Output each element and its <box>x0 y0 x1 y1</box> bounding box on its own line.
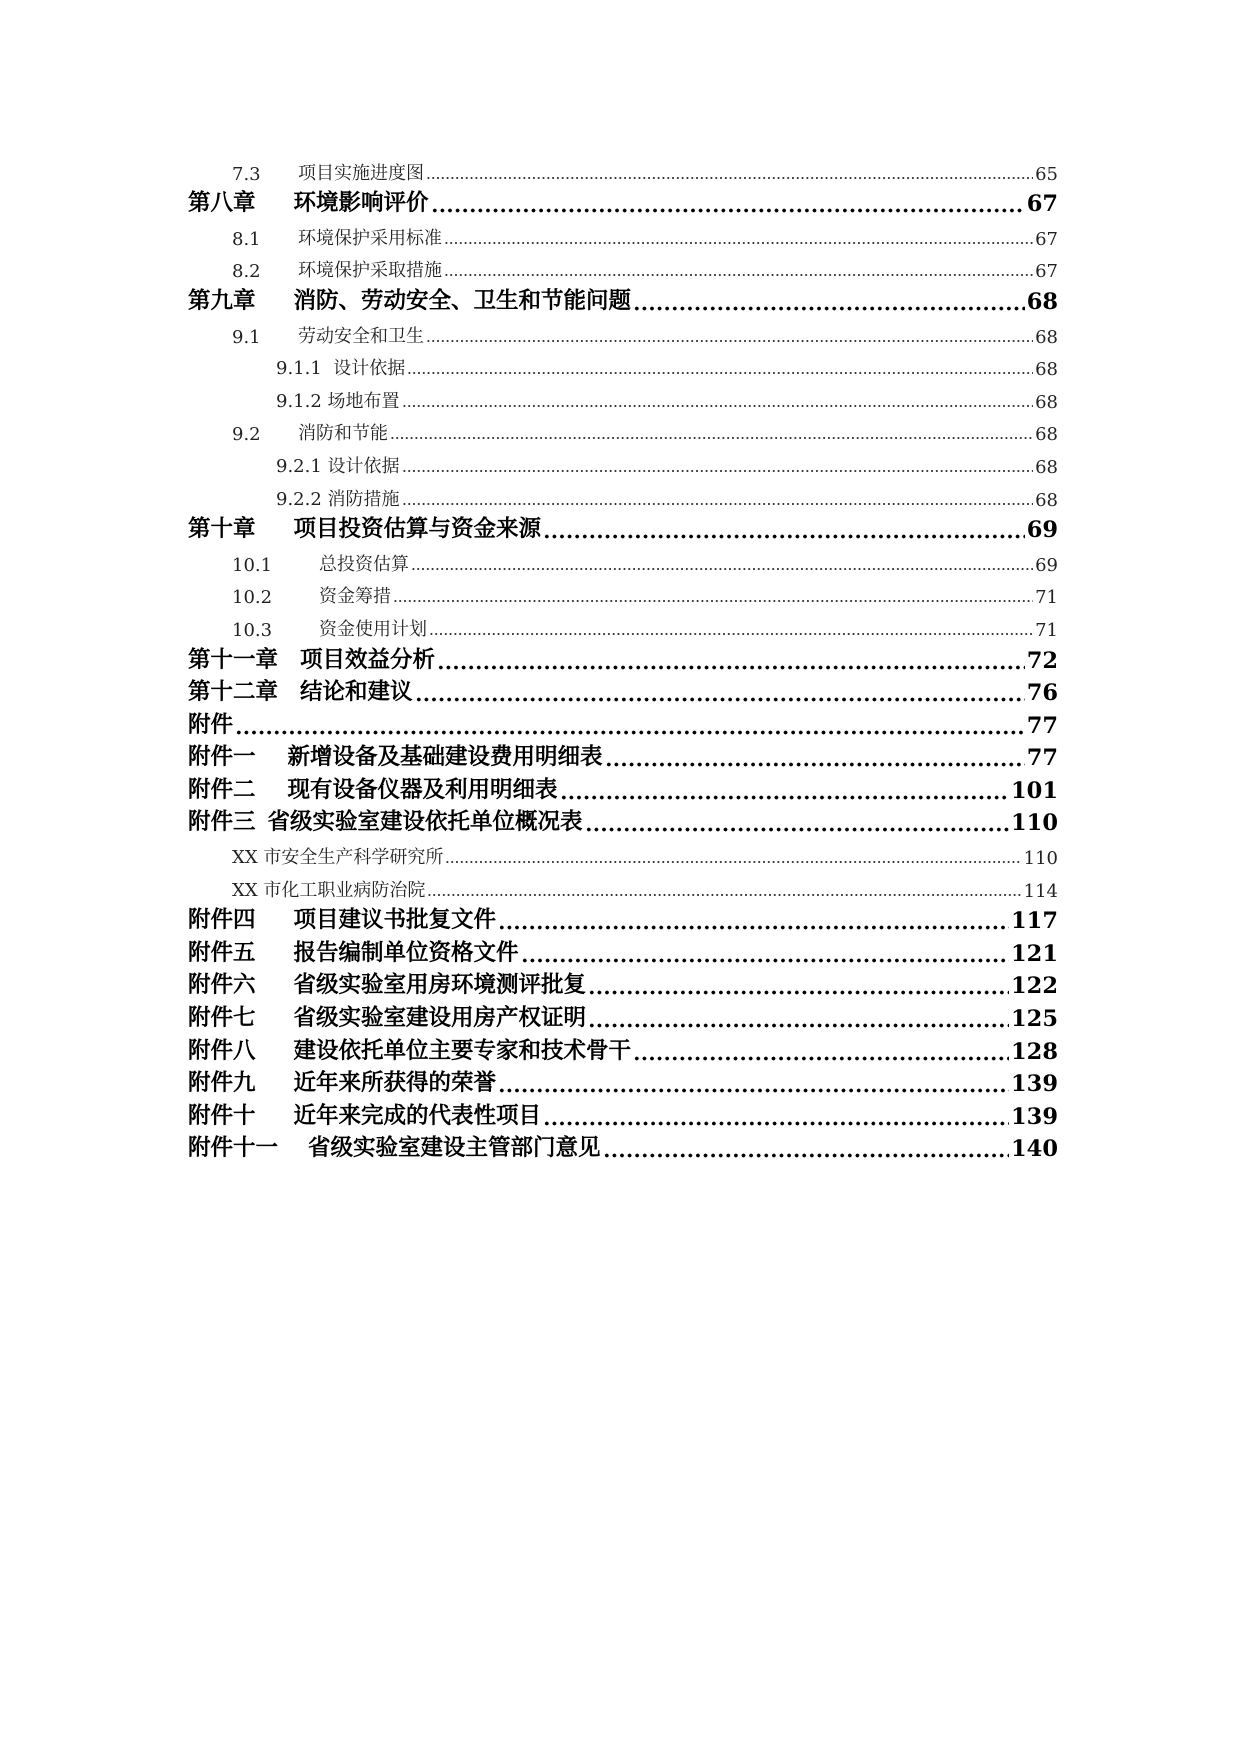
toc-entry-title: 资金使用计划 <box>319 618 427 640</box>
toc-chapter-title: 近年来完成的代表性项目 <box>293 1102 542 1129</box>
dot-leader <box>402 404 1034 408</box>
toc-page-number: 77 <box>1026 745 1058 772</box>
toc-chapter-title: 省级实验室建设依托单位概况表 <box>267 809 583 836</box>
toc-chapter-title: 项目建议书批复文件 <box>293 907 497 934</box>
toc-chapter-number: 附件六 <box>188 972 256 999</box>
dot-leader <box>588 990 1009 995</box>
toc-chapter-number: 附件十 <box>188 1102 256 1129</box>
toc-page-number: 110 <box>1023 848 1058 870</box>
toc-attachment-1[interactable] <box>188 739 1058 772</box>
dot-leader <box>235 730 1025 735</box>
toc-chapter-10[interactable] <box>188 511 1058 544</box>
toc-page-number: 68 <box>1035 489 1058 511</box>
toc-entry-9-1-1[interactable] <box>188 348 1058 381</box>
toc-entry-9-1[interactable] <box>188 315 1058 348</box>
dot-leader <box>393 599 1033 603</box>
toc-page-number: 65 <box>1035 163 1058 185</box>
toc-attachment-6[interactable] <box>188 967 1058 1000</box>
toc-chapter-title: 项目效益分析 <box>300 646 436 673</box>
table-of-contents <box>188 152 1058 1162</box>
toc-entry-att3-a[interactable] <box>188 836 1058 869</box>
toc-page-number: 67 <box>1035 261 1058 283</box>
toc-page-number: 117 <box>1011 908 1058 935</box>
toc-entry-9-2[interactable] <box>188 413 1058 446</box>
toc-chapter-title: 项目投资估算与资金来源 <box>293 516 542 543</box>
dot-leader <box>521 958 1010 963</box>
toc-page-number: 128 <box>1011 1038 1058 1065</box>
toc-page-number: 67 <box>1026 191 1058 218</box>
toc-page-number: 68 <box>1035 424 1058 446</box>
toc-chapter-title: 省级实验室用房环境测评批复 <box>293 972 587 999</box>
dot-leader <box>543 1121 1009 1126</box>
toc-page-number: 110 <box>1011 810 1058 837</box>
toc-entry-title: 环境保护采用标准 <box>298 227 442 249</box>
toc-page-number: 77 <box>1026 712 1058 739</box>
toc-page-number: 140 <box>1011 1136 1058 1163</box>
toc-page-number: 76 <box>1026 680 1058 707</box>
toc-attachment-2[interactable] <box>188 771 1058 804</box>
toc-page-number: 114 <box>1023 880 1058 902</box>
toc-chapter-number: 附件一 <box>188 744 256 771</box>
toc-chapter-number: 第十章 <box>188 516 256 543</box>
toc-entry-9-1-2[interactable] <box>188 380 1058 413</box>
toc-entry-number: 8.2 <box>232 261 261 283</box>
toc-chapter-8[interactable] <box>188 185 1058 218</box>
toc-page-number: 68 <box>1026 288 1058 315</box>
toc-entry-10-3[interactable] <box>188 608 1058 641</box>
toc-entry-number: 9.2 <box>232 424 261 446</box>
toc-chapter-number: 第十二章 <box>188 679 279 706</box>
toc-page-number: 101 <box>1011 777 1058 804</box>
toc-chapter-title: 建设依托单位主要专家和技术骨干 <box>293 1037 632 1064</box>
toc-entry-title: XX 市安全生产科学研究所 <box>232 847 444 869</box>
dot-leader <box>588 1023 1009 1028</box>
toc-entry-number: 10.3 <box>232 619 273 641</box>
toc-attachment-10[interactable] <box>188 1097 1058 1130</box>
toc-chapter-number: 附件二 <box>188 776 256 803</box>
toc-chapter-12[interactable] <box>188 674 1058 707</box>
dot-leader <box>445 860 1021 864</box>
toc-chapter-number: 附件三 <box>188 809 256 836</box>
toc-chapter-title: 消防、劳动安全、卫生和节能问题 <box>293 287 632 314</box>
dot-leader <box>444 241 1033 245</box>
toc-chapter-number: 第八章 <box>188 190 256 217</box>
toc-page-number: 122 <box>1011 973 1058 1000</box>
toc-page-number: 69 <box>1035 554 1058 576</box>
toc-page-number: 69 <box>1026 517 1058 544</box>
dot-leader <box>407 371 1033 375</box>
toc-chapter-number: 附件五 <box>188 939 256 966</box>
toc-chapter-title: 近年来所获得的荣誉 <box>293 1070 497 1097</box>
toc-chapter-number: 附件九 <box>188 1070 256 1097</box>
toc-entry-title: 劳动安全和卫生 <box>298 325 424 347</box>
dot-leader <box>426 339 1033 343</box>
toc-entry-9-2-1[interactable] <box>188 445 1058 478</box>
dot-leader <box>426 176 1033 180</box>
toc-chapter-title: 附件 <box>188 711 234 738</box>
toc-entry-7-3[interactable] <box>188 152 1058 185</box>
toc-chapter-number: 第九章 <box>188 287 256 314</box>
toc-attachment-5[interactable] <box>188 934 1058 967</box>
toc-entry-8-1[interactable] <box>188 217 1058 250</box>
toc-chapter-9[interactable] <box>188 282 1058 315</box>
dot-leader <box>390 436 1033 440</box>
toc-chapter-title: 报告编制单位资格文件 <box>293 939 519 966</box>
dot-leader <box>402 502 1034 506</box>
dot-leader <box>498 1088 1009 1093</box>
toc-page-number: 71 <box>1035 619 1058 641</box>
toc-chapter-11[interactable] <box>188 641 1058 674</box>
toc-chapter-number: 附件七 <box>188 1005 256 1032</box>
toc-chapter-title: 结论和建议 <box>300 679 413 706</box>
toc-attachment-9[interactable] <box>188 1065 1058 1098</box>
toc-chapter-title: 现有设备仪器及利用明细表 <box>287 776 558 803</box>
toc-entry-number: 10.2 <box>232 587 273 609</box>
toc-page-number: 68 <box>1035 456 1058 478</box>
dot-leader <box>543 534 1025 539</box>
toc-chapter-number: 附件十一 <box>188 1135 279 1162</box>
toc-page-number: 121 <box>1011 940 1058 967</box>
dot-leader <box>411 567 1033 571</box>
toc-entry-title: 资金筹措 <box>319 586 391 608</box>
toc-attachment-4[interactable] <box>188 902 1058 935</box>
toc-chapter-number: 附件八 <box>188 1037 256 1064</box>
toc-entry-att3-b[interactable] <box>188 869 1058 902</box>
toc-attachment-7[interactable] <box>188 999 1058 1032</box>
toc-entry-10-2[interactable] <box>188 576 1058 609</box>
toc-entry-number: 8.1 <box>232 228 261 250</box>
toc-page-number: 71 <box>1035 587 1058 609</box>
toc-page-number: 125 <box>1011 1006 1058 1033</box>
toc-entry-title: 消防和节能 <box>298 423 388 445</box>
dot-leader <box>427 893 1021 897</box>
toc-page-number: 139 <box>1011 1071 1058 1098</box>
toc-entry-title: 总投资估算 <box>319 553 409 575</box>
toc-entry-number: 10.1 <box>232 554 273 576</box>
toc-attachment-3[interactable] <box>188 804 1058 837</box>
dot-leader <box>415 697 1025 702</box>
toc-entry-title: 项目实施进度图 <box>298 162 424 184</box>
dot-leader <box>402 469 1034 473</box>
toc-attachment-8[interactable] <box>188 1032 1058 1065</box>
toc-page-number: 68 <box>1035 326 1058 348</box>
toc-entry-title: 9.2.1 设计依据 <box>276 455 400 477</box>
dot-leader <box>498 925 1009 930</box>
toc-entry-title: 环境保护采取措施 <box>298 260 442 282</box>
dot-leader <box>431 208 1025 213</box>
dot-leader <box>633 306 1025 311</box>
dot-leader <box>633 1056 1009 1061</box>
toc-page-number: 68 <box>1035 359 1058 381</box>
toc-entry-title: 9.1.1 设计依据 <box>276 358 406 380</box>
toc-page-number: 68 <box>1035 391 1058 413</box>
dot-leader <box>437 665 1025 670</box>
toc-entry-title: 9.2.2 消防措施 <box>276 488 400 510</box>
toc-entry-title: XX 市化工职业病防治院 <box>232 879 426 901</box>
dot-leader <box>603 1153 1010 1158</box>
toc-chapter-title: 省级实验室建设主管部门意见 <box>308 1135 601 1162</box>
dot-leader <box>444 273 1033 277</box>
toc-chapter-title: 环境影响评价 <box>293 190 429 217</box>
dot-leader <box>585 827 1010 832</box>
toc-chapter-number: 附件四 <box>188 907 256 934</box>
toc-entry-number: 7.3 <box>232 163 261 185</box>
toc-chapter-title: 省级实验室建设用房产权证明 <box>293 1005 587 1032</box>
dot-leader <box>429 632 1033 636</box>
toc-page-number: 67 <box>1035 228 1058 250</box>
toc-chapter-title: 新增设备及基础建设费用明细表 <box>287 744 603 771</box>
toc-entry-number: 9.1 <box>232 326 261 348</box>
toc-page-number: 139 <box>1011 1103 1058 1130</box>
toc-chapter-number: 第十一章 <box>188 646 279 673</box>
toc-attachments[interactable] <box>188 706 1058 739</box>
dot-leader <box>605 762 1025 767</box>
dot-leader <box>560 795 1010 800</box>
toc-entry-8-2[interactable] <box>188 250 1058 283</box>
toc-page-number: 72 <box>1026 647 1058 674</box>
toc-entry-title: 9.1.2 场地布置 <box>276 390 400 412</box>
toc-attachment-11[interactable] <box>188 1130 1058 1163</box>
toc-entry-10-1[interactable] <box>188 543 1058 576</box>
toc-entry-9-2-2[interactable] <box>188 478 1058 511</box>
